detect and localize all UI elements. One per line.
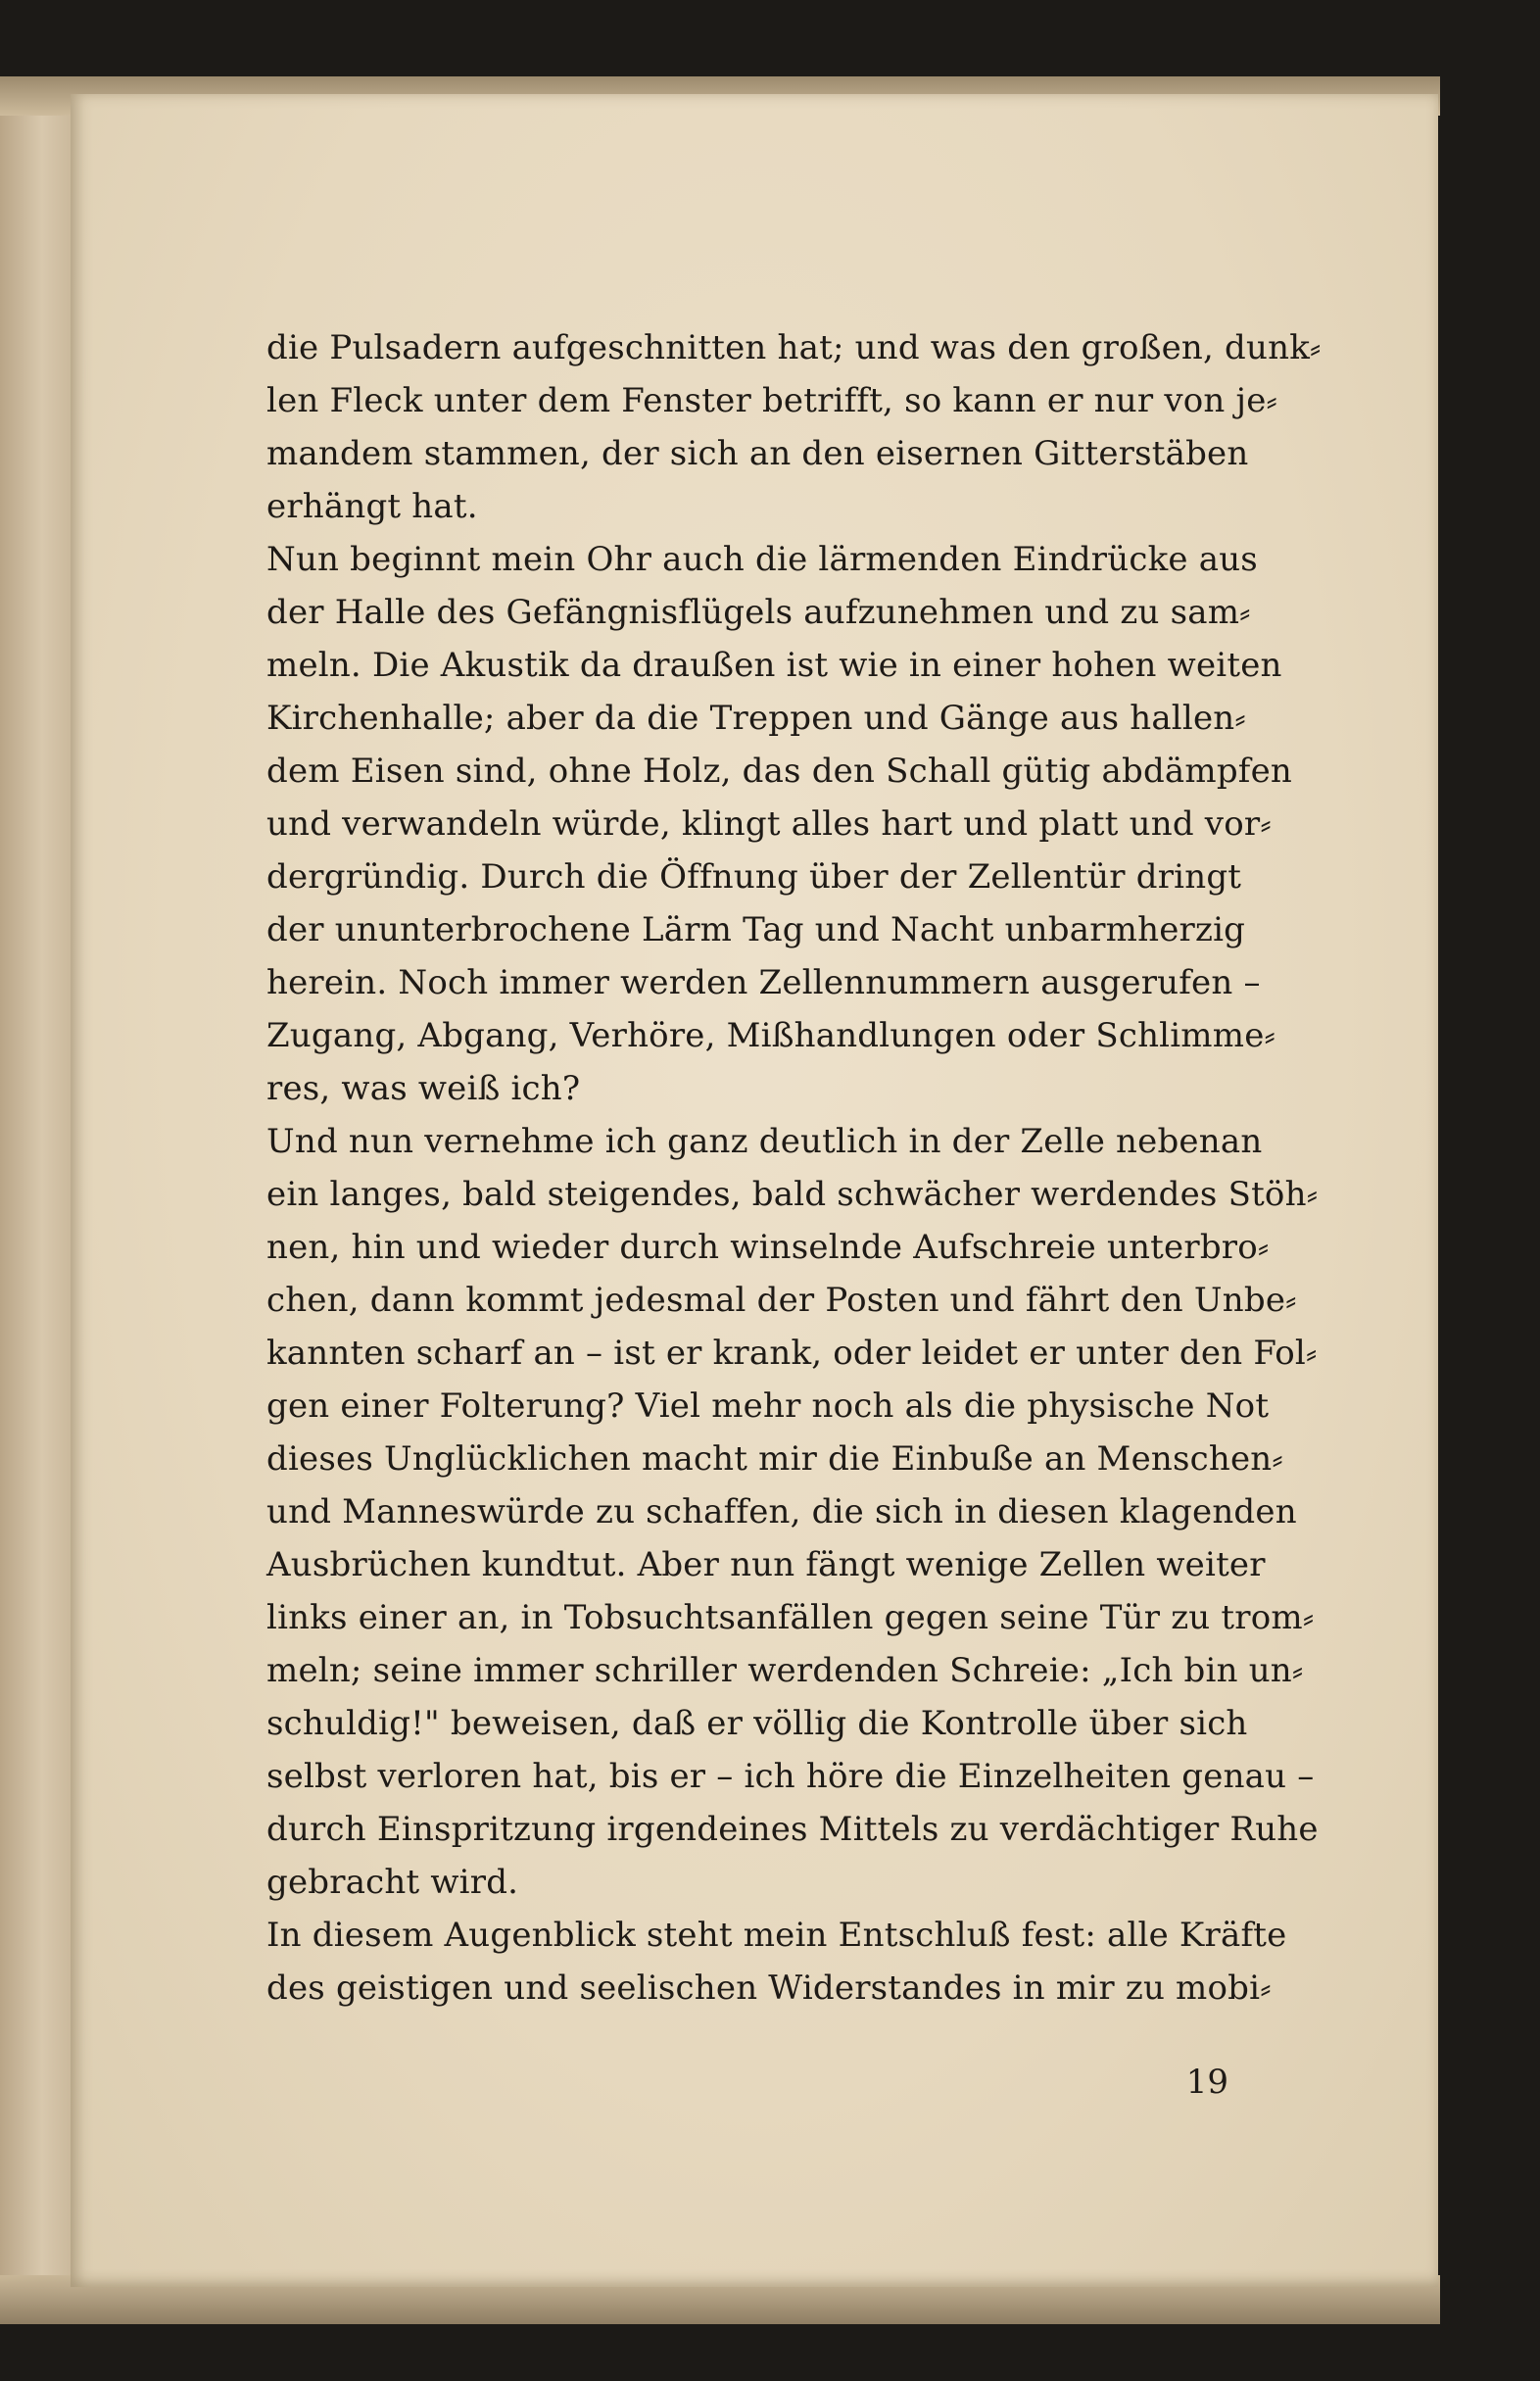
text-line: und Manneswürde zu schaffen, die sich in diesen klagenden xyxy=(266,1492,1297,1531)
book-spine-edge xyxy=(0,78,76,2322)
text-line: In diesem Augenblick steht mein Entschluß fest: alle Kräfte xyxy=(266,1916,1287,1955)
text-line: schuldig!" beweisen, daß er völlig die Kontrolle über sich xyxy=(266,1704,1248,1743)
page-number: 19 xyxy=(1185,2063,1228,2102)
text-line: gebracht wird. xyxy=(266,1863,519,1902)
body-text xyxy=(266,321,1322,2015)
text-line: Kirchenhalle; aber da die Treppen und Gänge aus hallen⸗ xyxy=(266,699,1246,738)
text-line: selbst verloren hat, bis er – ich höre die Einzelheiten genau – xyxy=(266,1757,1315,1796)
text-line: dem Eisen sind, ohne Holz, das den Schall gütig abdämpfen xyxy=(266,752,1293,791)
text-line: dergründig. Durch die Öffnung über der Zellentür dringt xyxy=(266,857,1242,897)
text-line: gen einer Folterung? Viel mehr noch als die physische Not xyxy=(266,1386,1270,1426)
text-line: des geistigen und seelischen Widerstandes in mir zu mobi⸗ xyxy=(266,1968,1272,2008)
text-line: der Halle des Gefängnisflügels aufzunehmen und zu sam⸗ xyxy=(266,593,1251,632)
text-line: mandem stammen, der sich an den eisernen Gitterstäben xyxy=(266,434,1249,473)
text-line: durch Einspritzung irgendeines Mittels zu verdächtiger Ruhe xyxy=(266,1810,1319,1849)
text-line: Ausbrüchen kundtut. Aber nun fängt wenige Zellen weiter xyxy=(266,1545,1266,1584)
text-line: meln; seine immer schriller werdenden Schreie: „Ich bin un⸗ xyxy=(266,1651,1304,1690)
text-line: herein. Noch immer werden Zellennummern ausgerufen – xyxy=(266,963,1261,1002)
text-line: erhängt hat. xyxy=(266,487,478,526)
text-line: meln. Die Akustik da draußen ist wie in einer hohen weiten xyxy=(266,646,1282,685)
text-line: dieses Unglücklichen macht mir die Einbuße an Menschen⸗ xyxy=(266,1439,1283,1479)
text-line: die Pulsadern aufgeschnitten hat; und was den großen, dunk⸗ xyxy=(266,328,1322,367)
text-line: len Fleck unter dem Fenster betrifft, so kann er nur von je⸗ xyxy=(266,381,1278,420)
text-line: kannten scharf an – ist er krank, oder leidet er unter den Fol⸗ xyxy=(266,1334,1318,1373)
text-line: Zugang, Abgang, Verhöre, Mißhandlungen oder Schlimme⸗ xyxy=(266,1016,1276,1055)
text-line: der ununterbrochene Lärm Tag und Nacht unbarmherzig xyxy=(266,910,1246,949)
text-line: nen, hin und wieder durch winselnde Aufschreie unterbro⸗ xyxy=(266,1228,1270,1267)
text-line: und verwandeln würde, klingt alles hart und platt und vor⸗ xyxy=(266,804,1272,844)
text-line: links einer an, in Tobsuchtsanfällen gegen seine Tür zu trom⸗ xyxy=(266,1598,1315,1637)
text-line: Und nun vernehme ich ganz deutlich in der Zelle nebenan xyxy=(266,1122,1263,1161)
text-line: chen, dann kommt jedesmal der Posten und fährt den Unbe⸗ xyxy=(266,1281,1297,1320)
text-line: res, was weiß ich? xyxy=(266,1069,581,1108)
text-line: ein langes, bald steigendes, bald schwächer werdendes Stöh⸗ xyxy=(266,1175,1319,1214)
text-line: Nun beginnt mein Ohr auch die lärmenden Eindrücke aus xyxy=(266,540,1258,579)
